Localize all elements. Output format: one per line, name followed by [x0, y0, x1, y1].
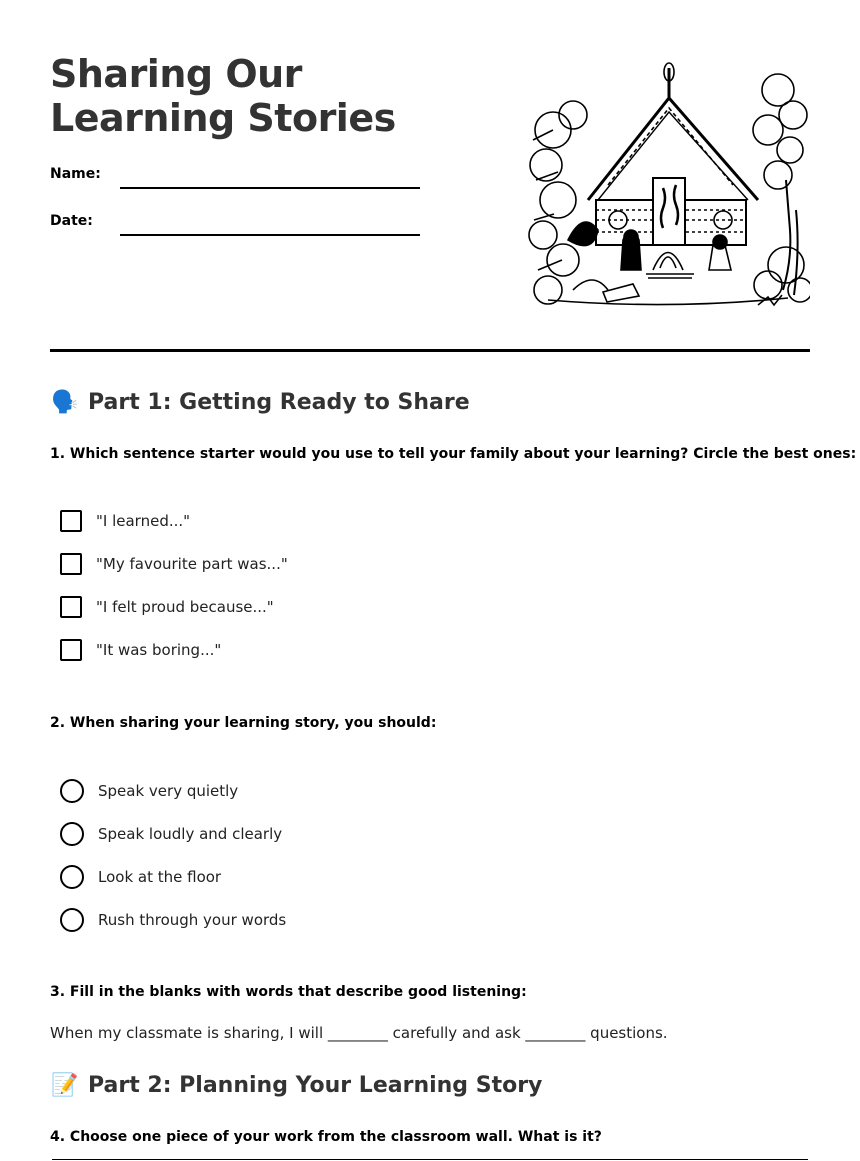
date-label: Date:	[50, 213, 93, 229]
option-label: Speak loudly and clearly	[98, 825, 283, 843]
q1-option-2[interactable]	[60, 553, 288, 575]
wharenui-illustration	[528, 60, 810, 322]
question-1: 1. Which sentence starter would you use to tell your family about your learning? Circle the best ones:	[50, 446, 857, 462]
checkbox[interactable]	[60, 553, 82, 575]
date-field[interactable]	[120, 234, 420, 236]
question-2: 2. When sharing your learning story, you should:	[50, 715, 437, 731]
option-label: "I learned..."	[96, 512, 191, 530]
checkbox[interactable]	[60, 596, 82, 618]
speaking-head-icon: 🗣️	[51, 390, 79, 415]
option-label: Look at the floor	[98, 868, 222, 886]
checkbox[interactable]	[60, 510, 82, 532]
fill-in-sentence: When my classmate is sharing, I will ________ carefully and ask ________ questions.	[50, 1024, 668, 1042]
radio-button[interactable]	[60, 865, 84, 889]
part2-heading-text: Part 2: Planning Your Learning Story	[88, 1073, 543, 1098]
q2-option-1[interactable]	[60, 779, 238, 803]
worksheet-title: Sharing Our Learning Stories	[50, 52, 396, 140]
option-label: Rush through your words	[98, 911, 287, 929]
part1-heading-text: Part 1: Getting Ready to Share	[88, 390, 470, 415]
name-field[interactable]	[120, 187, 420, 189]
memo-icon: 📝	[51, 1073, 79, 1098]
radio-button[interactable]	[60, 779, 84, 803]
option-label: "My favourite part was..."	[96, 555, 288, 573]
q1-option-1[interactable]	[60, 510, 190, 532]
q1-option-3[interactable]	[60, 596, 274, 618]
header-divider	[50, 349, 810, 352]
name-label: Name:	[50, 166, 101, 182]
question-4: 4. Choose one piece of your work from the classroom wall. What is it?	[50, 1129, 602, 1145]
radio-button[interactable]	[60, 822, 84, 846]
q2-option-4[interactable]	[60, 908, 286, 932]
q2-option-3[interactable]	[60, 865, 221, 889]
checkbox[interactable]	[60, 639, 82, 661]
q2-option-2[interactable]	[60, 822, 282, 846]
option-label: "I felt proud because..."	[96, 598, 274, 616]
q1-option-4[interactable]	[60, 639, 221, 661]
question-3: 3. Fill in the blanks with words that describe good listening:	[50, 984, 527, 1000]
radio-button[interactable]	[60, 908, 84, 932]
option-label: Speak very quietly	[98, 782, 239, 800]
part1-heading	[50, 390, 470, 415]
part2-heading	[50, 1073, 542, 1098]
option-label: "It was boring..."	[96, 641, 222, 659]
answer-line[interactable]	[52, 1159, 808, 1160]
